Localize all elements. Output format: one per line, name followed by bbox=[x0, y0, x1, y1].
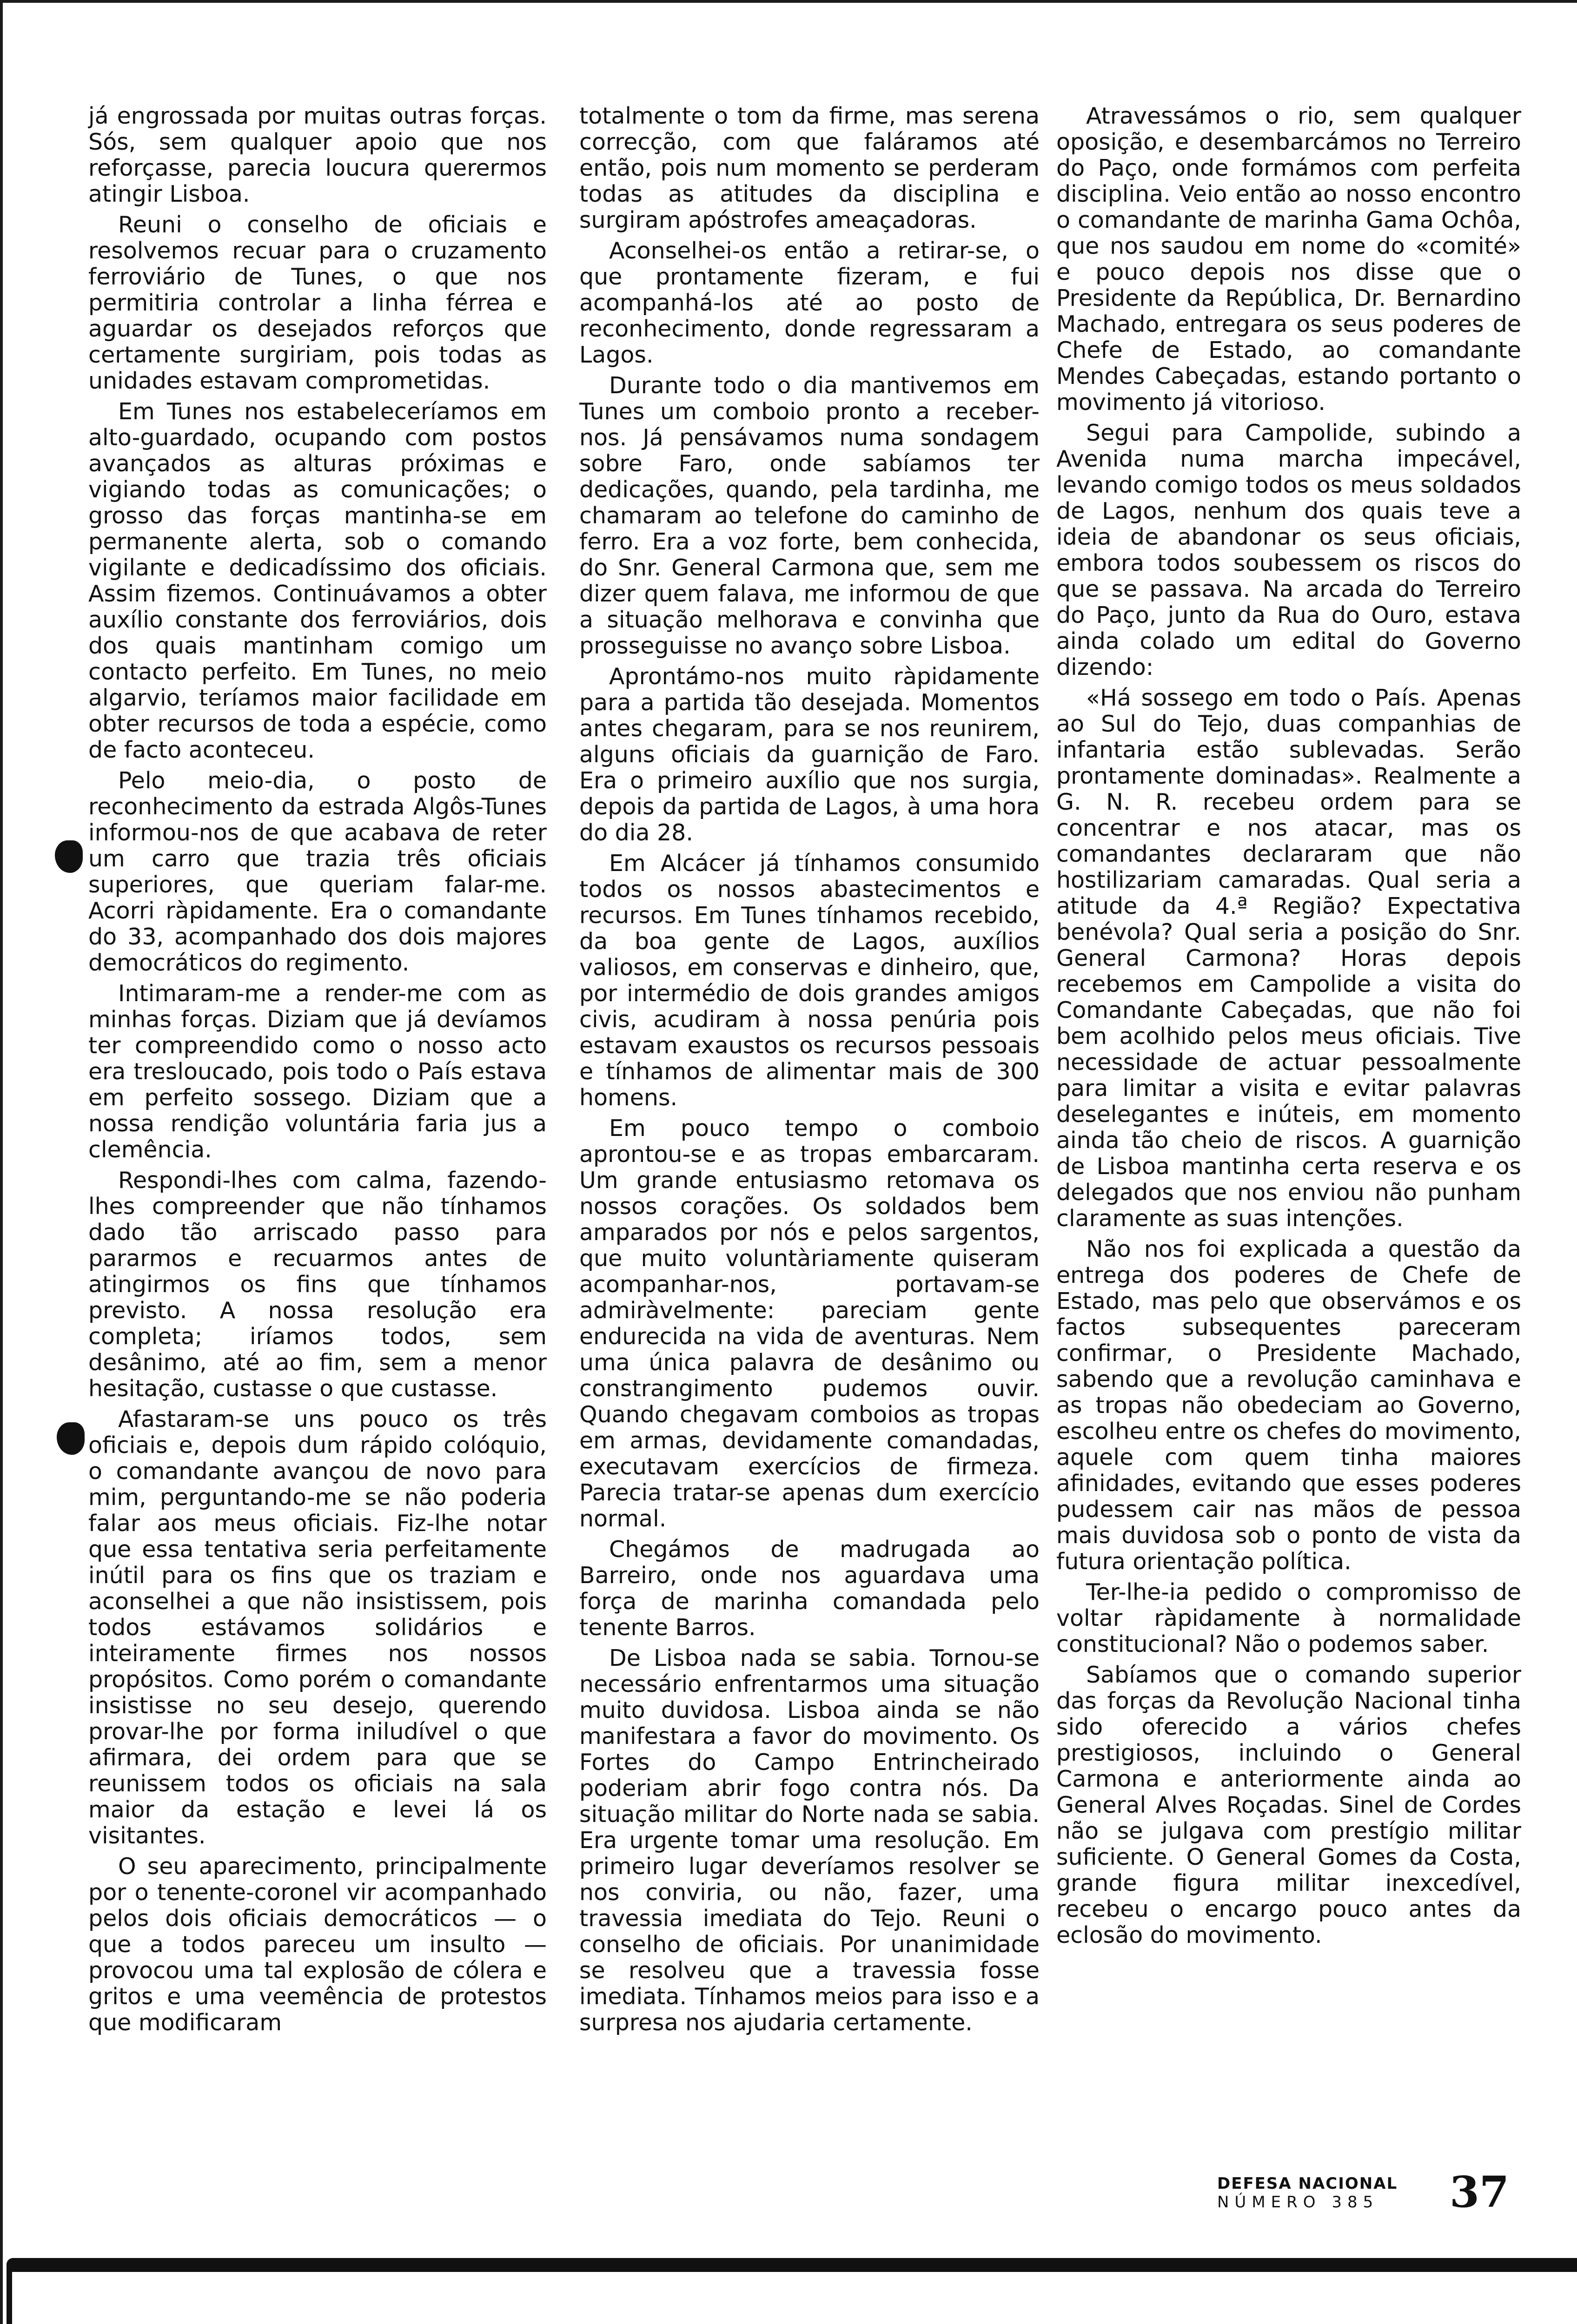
paragraph: Em Alcácer já tínhamos consumido todos os nossos abastecimentos e recursos. Em Tunes tínhamos recebido, da boa gente de Lagos, auxílios valiosos, em conservas e dinheiro, que, por intermédio de dois grandes amigos civis, acudiram à nossa penúria pois estavam exaustos os recursos pessoais e tínhamos de alimentar mais de 300 homens. bbox=[579, 850, 1040, 1111]
paragraph: Em Tunes nos estabeleceríamos em alto-guardado, ocupando com postos avançados as alturas próximas e vigiando todas as comunicações; o grosso das forças mantinha-se em permanente alerta, sob o comando vigilante e dedicadíssimo dos oficiais. Assim fizemos. Continuávamos a obter auxílio constante dos ferroviários, dois dos quais mantinham comigo um contacto perfeito. Em Tunes, no meio algarvio, teríamos maior facilidade em obter recursos de toda a espécie, como de facto aconteceu. bbox=[88, 398, 547, 763]
paragraph: O seu aparecimento, principalmente por o tenente-coronel vir acompanhado pelos dois oficiais democráticos — o que a todos pareceu um insulto — provocou uma tal explosão de cólera e gritos e uma veemência de protestos que modificaram bbox=[88, 1853, 547, 2036]
paragraph: Sabíamos que o comando superior das forças da Revolução Nacional tinha sido oferecido a vários chefes prestigiosos, incluindo o General Carmona e anteriormente ainda ao General Alves Roçadas. Sinel de Cordes não se julgava com prestígio militar suficiente. O General Gomes da Costa, grande figura militar inexcedível, recebeu o encargo pouco antes da eclosão do movimento. bbox=[1056, 1662, 1521, 1948]
page-footer bbox=[1217, 2167, 1510, 2217]
paragraph: Segui para Campolide, subindo a Avenida numa marcha impecável, levando comigo todos os meus soldados de Lagos, nenhum dos quais teve a ideia de abandonar os seus oficiais, embora todos soubessem os riscos do que se passava. Na arcada do Terreiro do Paço, junto da Rua do Ouro, estava ainda colado um edital do Governo dizendo: bbox=[1056, 420, 1521, 680]
paragraph: Durante todo o dia mantivemos em Tunes um comboio pronto a receber-nos. Já pensávamos numa sondagem sobre Faro, onde sabíamos ter dedicações, quando, pela tardinha, me chamaram ao telefone do caminho de ferro. Era a voz forte, bem conhecida, do Snr. General Carmona que, sem me dizer quem falava, me informou de que a situação melhorava e convinha que prosseguisse no avanço sobre Lisboa. bbox=[579, 372, 1040, 659]
paragraph: «Há sossego em todo o País. Apenas ao Sul do Tejo, duas companhias de infantaria estão sublevadas. Serão prontamente dominadas». Realmente a G. N. R. recebeu ordem para se concentrar e nos atacar, mas os comandantes declararam que não hostilizariam camaradas. Qual seria a atitude da 4.ª Região? Expectativa benévola? Qual seria a posição do Snr. General Carmona? Horas depois recebemos em Campolide a visita do Comandante Cabeçadas, que não foi bem acolhido pelos meus oficiais. Tive necessidade de actuar pessoalmente para limitar a visita e evitar palavras deselegantes e inúteis, em momento ainda tão cheio de riscos. A guarnição de Lisboa mantinha certa reserva e os delegados que nos enviou não punham claramente as suas intenções. bbox=[1056, 685, 1521, 1232]
paragraph: Atravessámos o rio, sem qualquer oposição, e desembarcámos no Terreiro do Paço, onde formámos com perfeita disciplina. Veio então ao nosso encontro o comandante de marinha Gama Ochôa, que nos saudou em nome do «comité» e pouco depois nos disse que o Presidente da República, Dr. Bernardino Machado, entregara os seus poderes de Chefe de Estado, ao comandante Mendes Cabeçadas, estando portanto o movimento já vitorioso. bbox=[1056, 103, 1521, 416]
page-number: 37 bbox=[1450, 2167, 1510, 2217]
paragraph: Intimaram-me a render-me com as minhas forças. Diziam que já devíamos ter compreendido como o nosso acto era tresloucado, pois todo o País estava em perfeito sossego. Diziam que a nossa rendição voluntária faria jus a clemência. bbox=[88, 980, 547, 1163]
paragraph: Chegámos de madrugada ao Barreiro, onde nos aguardava uma força de marinha comandada pelo tenente Barros. bbox=[579, 1536, 1040, 1641]
bottom-border-rule bbox=[7, 2258, 1577, 2272]
page-edge-left bbox=[0, 0, 3, 2324]
paragraph: Em pouco tempo o comboio aprontou-se e as tropas embarcaram. Um grande entusiasmo retomava os nossos corações. Os soldados bem amparados por nós e pelos sargentos, que muito voluntàriamente quiseram acompanhar-nos, portavam-se admiràvelmente: pareciam gente endurecida na vida de aventuras. Nem uma única palavra de desânimo ou constrangimento pudemos ouvir. Quando chegavam comboios as tropas em armas, devidamente comandadas, executavam exercícios de firmeza. Parecia tratar-se apenas dum exercício normal. bbox=[579, 1115, 1040, 1532]
text-column-2 bbox=[579, 103, 1040, 2040]
paragraph: Ter-lhe-ia pedido o compromisso de voltar ràpidamente à normalidade constitucional? Não o podemos saber. bbox=[1056, 1579, 1521, 1657]
paragraph: Respondi-lhes com calma, fazendo-lhes compreender que não tínhamos dado tão arriscado passo para pararmos e recuarmos antes de atingirmos os fins que tínhamos previsto. A nossa resolução era completa; iríamos todos, sem desânimo, até ao fim, sem a menor hesitação, custasse o que custasse. bbox=[88, 1167, 547, 1402]
issue-number: NÚMERO 385 bbox=[1217, 2193, 1379, 2212]
paragraph: Aconselhei-os então a retirar-se, o que prontamente fizeram, e fui acompanhá-los até ao posto de reconhecimento, donde regressaram a Lagos. bbox=[579, 238, 1040, 368]
text-column-3 bbox=[1056, 103, 1521, 1953]
paragraph: Afastaram-se uns pouco os três oficiais e, depois dum rápido colóquio, o comandante avançou de novo para mim, perguntando-me se não poderia falar aos meus oficiais. Fiz-lhe notar que essa tentativa seria perfeitamente inútil para os fins que os traziam e aconselhei a que não insistissem, pois todos estávamos solidários e inteiramente firmes nos nossos propósitos. Como porém o comandante insistisse no seu desejo, querendo provar-lhe por forma iniludível o que afirmara, dei ordem para que se reunissem todos os oficiais na sala maior da estação e levei lá os visitantes. bbox=[88, 1406, 547, 1849]
paragraph: totalmente o tom da firme, mas serena correcção, com que faláramos até então, pois num momento se perderam todas as atitudes da disciplina e surgiram apóstrofes ameaçadoras. bbox=[579, 103, 1040, 233]
paragraph: Reuni o conselho de oficiais e resolvemos recuar para o cruzamento ferroviário de Tunes, o que nos permitiria controlar a linha férrea e aguardar os desejados reforços que certamente surgiriam, pois todas as unidades estavam comprometidas. bbox=[88, 211, 547, 394]
ink-blot-mark bbox=[55, 840, 83, 873]
ink-blot-mark bbox=[57, 1422, 85, 1455]
paragraph: De Lisboa nada se sabia. Tornou-se necessário enfrentarmos uma situação muito duvidosa. Lisboa ainda se não manifestara a favor do movimento. Os Fortes do Campo Entrincheirado poderiam abrir fogo contra nós. Da situação militar do Norte nada se sabia. Era urgente tomar uma resolução. Em primeiro lugar deveríamos resolver se nos conviria, ou não, fazer, uma travessia imediata do Tejo. Reuni o conselho de oficiais. Por unanimidade se resolveu que a travessia fosse imediata. Tínhamos meios para isso e a surpresa nos ajudaria certamente. bbox=[579, 1645, 1040, 2036]
paragraph: Não nos foi explicada a questão da entrega dos poderes de Chefe de Estado, mas pelo que observámos e os factos subsequentes pareceram confirmar, o Presidente Machado, sabendo que a revolução caminhava e as tropas não obedeciam ao Governo, escolheu entre os chefes do movimento, aquele com quem tinha maiores afinidades, evitando que esses poderes pudessem cair nas mãos de pessoa mais duvidosa sob o ponto de vista da futura orientação política. bbox=[1056, 1236, 1521, 1575]
publication-name: DEFESA NACIONAL bbox=[1217, 2174, 1398, 2193]
text-column-1 bbox=[88, 103, 547, 2040]
paragraph: já engrossada por muitas outras forças. Sós, sem qualquer apoio que nos reforçasse, parecia loucura querermos atingir Lisboa. bbox=[88, 103, 547, 207]
bottom-left-border bbox=[7, 2264, 12, 2324]
paragraph: Pelo meio-dia, o posto de reconhecimento da estrada Algôs-Tunes informou-nos de que acabava de reter um carro que trazia três oficiais superiores, que queriam falar-me. Acorri ràpidamente. Era o comandante do 33, acompanhado dos dois majores democráticos do regimento. bbox=[88, 767, 547, 976]
paragraph: Aprontámo-nos muito ràpidamente para a partida tão desejada. Momentos antes chegaram, para se nos reunirem, alguns oficiais da guarnição de Faro. Era o primeiro auxílio que nos surgia, depois da partida de Lagos, à uma hora do dia 28. bbox=[579, 663, 1040, 846]
page-edge-top bbox=[0, 0, 1577, 3]
footer-masthead bbox=[1217, 2174, 1398, 2212]
